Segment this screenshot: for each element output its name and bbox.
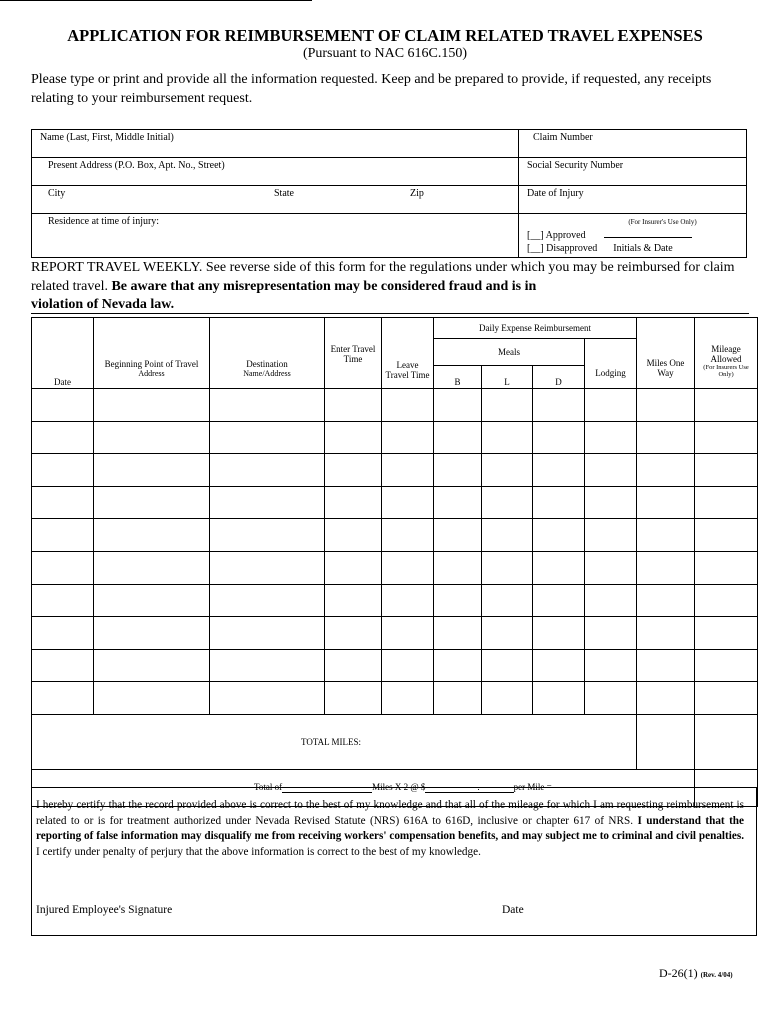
cell[interactable]	[637, 486, 695, 519]
cell[interactable]	[533, 584, 585, 617]
cell[interactable]	[210, 519, 325, 552]
col-meals: Meals	[434, 339, 585, 366]
cell[interactable]	[637, 454, 695, 487]
cell[interactable]	[325, 617, 382, 650]
cell[interactable]	[695, 519, 758, 552]
intro-text: Please type or print and provide all the information requested. Keep and be prepared to provide, if requested, any receipts relating to your reimbursement request.	[31, 72, 712, 106]
cell[interactable]	[382, 389, 434, 422]
cell[interactable]	[325, 454, 382, 487]
cell[interactable]	[434, 551, 482, 584]
ssn-field[interactable]	[519, 158, 747, 186]
cell[interactable]	[434, 682, 482, 715]
col-beginning-point: Beginning Point of Travel Address	[94, 318, 210, 389]
violation-text: violation of Nevada law.	[31, 297, 175, 312]
cell[interactable]	[585, 551, 637, 584]
cell[interactable]	[32, 649, 94, 682]
col-leave-travel-time: Leave Travel Time	[382, 318, 434, 389]
revision-date: (Rev. 4/04)	[700, 971, 733, 979]
cell[interactable]	[32, 519, 94, 552]
signature-label[interactable]: Injured Employee's Signature	[36, 904, 173, 916]
address-label: Present Address (P.O. Box, Apt. No., Street)	[48, 160, 225, 171]
cell[interactable]	[325, 519, 382, 552]
cell[interactable]	[382, 454, 434, 487]
col-lodging: Lodging	[585, 339, 637, 389]
cell[interactable]	[434, 486, 482, 519]
col-miles-one-way: Miles One Way	[637, 318, 695, 389]
cell[interactable]	[482, 551, 533, 584]
cell[interactable]	[637, 617, 695, 650]
cell[interactable]	[94, 389, 210, 422]
cell[interactable]	[434, 421, 482, 454]
cell[interactable]	[637, 584, 695, 617]
table-row	[32, 454, 758, 487]
table-row	[32, 682, 758, 715]
cell[interactable]	[434, 649, 482, 682]
cell[interactable]	[382, 486, 434, 519]
cell[interactable]	[482, 389, 533, 422]
cell[interactable]	[325, 421, 382, 454]
cell[interactable]	[382, 682, 434, 715]
cell[interactable]	[533, 551, 585, 584]
cell[interactable]	[434, 519, 482, 552]
col-meal-d: D	[533, 366, 585, 389]
approved-option[interactable]: [__] Approved	[527, 229, 738, 242]
cell[interactable]	[382, 519, 434, 552]
cell[interactable]	[94, 584, 210, 617]
false-information-warning: I understand that the reporting of false information may disqualify me from receiving workers' compensation benefits, and may subject me to criminal and civil penalties.	[36, 814, 744, 842]
cell[interactable]	[210, 389, 325, 422]
cell[interactable]	[637, 551, 695, 584]
approved-initials-line	[604, 237, 692, 238]
cell[interactable]	[325, 486, 382, 519]
certification-text: I hereby certify that the record provided above is correct to the best of my knowledge and that all of the mileage for which I am requesting reimbursement is related to or is for treatment authorized under Nevada Revised Statute (NRS) 616A to 616D, inclusive or chapter 617 of NRS. I understand that the reporting of false information may disqualify me from receiving workers' compensation benefits, and may subject me to criminal and civil penalties. I certify under penalty of perjury that the above information is correct to the best of my knowledge.	[36, 799, 744, 858]
cell[interactable]	[533, 649, 585, 682]
table-row	[32, 584, 758, 617]
cell[interactable]	[637, 682, 695, 715]
claimant-info-table	[31, 129, 747, 258]
col-daily-expense: Daily Expense Reimbursement	[434, 318, 637, 339]
total-miles-cell[interactable]	[637, 714, 695, 769]
cell[interactable]	[585, 454, 637, 487]
cell[interactable]	[434, 584, 482, 617]
table-row	[32, 617, 758, 650]
city-label: City	[48, 188, 66, 199]
cell[interactable]	[695, 486, 758, 519]
cell[interactable]	[210, 486, 325, 519]
cell[interactable]	[637, 649, 695, 682]
violation-underline	[31, 313, 749, 314]
cell[interactable]	[382, 617, 434, 650]
residence-label: Residence at time of injury:	[48, 216, 160, 227]
cell[interactable]	[695, 682, 758, 715]
report-instructions	[31, 258, 751, 296]
cell[interactable]	[482, 486, 533, 519]
cell[interactable]	[482, 617, 533, 650]
cell[interactable]	[32, 389, 94, 422]
cell[interactable]	[585, 649, 637, 682]
total-miles-insurer-cell	[695, 714, 758, 769]
cell[interactable]	[482, 454, 533, 487]
cell[interactable]	[585, 389, 637, 422]
cell[interactable]	[585, 519, 637, 552]
cell[interactable]	[533, 389, 585, 422]
travel-log-table	[31, 317, 758, 807]
initials-date-label: Initials & Date	[613, 243, 673, 254]
cell[interactable]	[585, 617, 637, 650]
cell[interactable]	[695, 649, 758, 682]
cell[interactable]	[94, 454, 210, 487]
cell[interactable]	[533, 421, 585, 454]
signature-date-label[interactable]: Date	[502, 904, 524, 916]
name-field[interactable]	[32, 130, 519, 158]
form-title: APPLICATION FOR REIMBURSEMENT OF CLAIM RELATED TRAVEL EXPENSES	[67, 26, 703, 45]
name-label: Name (Last, First, Middle Initial)	[40, 132, 174, 143]
rate-decimal-point: .	[477, 782, 480, 793]
miles-x2-label: Miles X 2 @ $	[372, 782, 426, 793]
col-mileage-allowed: Mileage Allowed (For Insurers Use Only)	[695, 318, 758, 389]
cell[interactable]	[32, 486, 94, 519]
state-label: State	[274, 188, 294, 199]
total-of-label: Total of	[254, 782, 283, 793]
residence-field[interactable]	[32, 214, 519, 258]
cell[interactable]	[382, 584, 434, 617]
cell[interactable]	[482, 649, 533, 682]
cell[interactable]	[695, 454, 758, 487]
cell[interactable]	[325, 389, 382, 422]
cell[interactable]	[94, 617, 210, 650]
cell[interactable]	[325, 584, 382, 617]
cell[interactable]	[695, 421, 758, 454]
cell[interactable]	[533, 519, 585, 552]
cell[interactable]	[585, 486, 637, 519]
cell[interactable]	[695, 389, 758, 422]
cell[interactable]	[434, 617, 482, 650]
per-mile-label: per Mile =	[513, 782, 552, 793]
total-miles-label: TOTAL MILES:	[32, 714, 637, 769]
ssn-label: Social Security Number	[527, 160, 624, 171]
disapproved-option[interactable]: [__] Disapproved Initials & Date	[527, 243, 673, 254]
insurer-approval-box	[519, 214, 747, 258]
cell[interactable]	[585, 421, 637, 454]
cell[interactable]	[637, 519, 695, 552]
cell[interactable]	[585, 584, 637, 617]
cell[interactable]	[695, 584, 758, 617]
cell[interactable]	[210, 421, 325, 454]
form-subtitle: (Pursuant to NAC 616C.150)	[302, 46, 468, 61]
cell[interactable]	[32, 584, 94, 617]
top-rule	[0, 0, 312, 1]
cell[interactable]	[637, 421, 695, 454]
cell[interactable]	[533, 486, 585, 519]
cell[interactable]	[382, 551, 434, 584]
cell[interactable]	[325, 682, 382, 715]
zip-label: Zip	[410, 188, 424, 199]
date-of-injury-label: Date of Injury	[527, 188, 584, 199]
cell[interactable]	[382, 649, 434, 682]
cell[interactable]	[32, 551, 94, 584]
col-meal-b: B	[434, 366, 482, 389]
form-number: D-26(1) (Rev. 4/04)	[659, 966, 733, 980]
cell[interactable]	[695, 617, 758, 650]
table-row	[32, 486, 758, 519]
cell[interactable]	[482, 519, 533, 552]
cell[interactable]	[482, 584, 533, 617]
table-row	[32, 389, 758, 422]
cell[interactable]	[533, 454, 585, 487]
cell[interactable]	[695, 551, 758, 584]
cell[interactable]	[210, 454, 325, 487]
insurer-only-label: (For Insurer's Use Only)	[628, 218, 697, 226]
cell[interactable]	[325, 551, 382, 584]
cell[interactable]	[210, 649, 325, 682]
address-field[interactable]	[32, 158, 519, 186]
cell[interactable]	[325, 649, 382, 682]
cell[interactable]	[94, 649, 210, 682]
table-row	[32, 519, 758, 552]
cell[interactable]	[210, 584, 325, 617]
report-fraud-warning: Be aware that any misrepresentation may be considered fraud and is in	[111, 279, 537, 294]
date-of-injury-field[interactable]	[519, 186, 747, 214]
col-enter-travel-time: Enter Travel Time	[325, 318, 382, 389]
cell[interactable]	[482, 421, 533, 454]
cell[interactable]	[94, 486, 210, 519]
col-destination: Destination Name/Address	[210, 318, 325, 389]
cell[interactable]	[482, 682, 533, 715]
cell[interactable]	[94, 519, 210, 552]
cell[interactable]	[210, 551, 325, 584]
cell[interactable]	[585, 682, 637, 715]
certification-box	[31, 787, 757, 936]
cell[interactable]	[533, 617, 585, 650]
cell[interactable]	[94, 682, 210, 715]
claim-number-label: Claim Number	[533, 132, 593, 143]
table-row	[32, 649, 758, 682]
cell[interactable]	[210, 617, 325, 650]
cell[interactable]	[32, 682, 94, 715]
col-meal-l: L	[482, 366, 533, 389]
claim-number-field[interactable]	[519, 130, 747, 158]
col-date: Date	[32, 318, 94, 389]
cell[interactable]	[637, 389, 695, 422]
cell[interactable]	[32, 617, 94, 650]
cell[interactable]	[434, 389, 482, 422]
cell[interactable]	[32, 454, 94, 487]
table-row	[32, 551, 758, 584]
cell[interactable]	[434, 454, 482, 487]
cell[interactable]	[533, 682, 585, 715]
table-row	[32, 421, 758, 454]
cell[interactable]	[94, 421, 210, 454]
cell[interactable]	[32, 421, 94, 454]
city-state-zip-field[interactable]	[32, 186, 519, 214]
report-plain-text: REPORT TRAVEL WEEKLY. See reverse side of this form for the regulations under which you may be reimbursed for claim related travel.	[31, 260, 735, 294]
cell[interactable]	[382, 421, 434, 454]
cell[interactable]	[210, 682, 325, 715]
cell[interactable]	[94, 551, 210, 584]
